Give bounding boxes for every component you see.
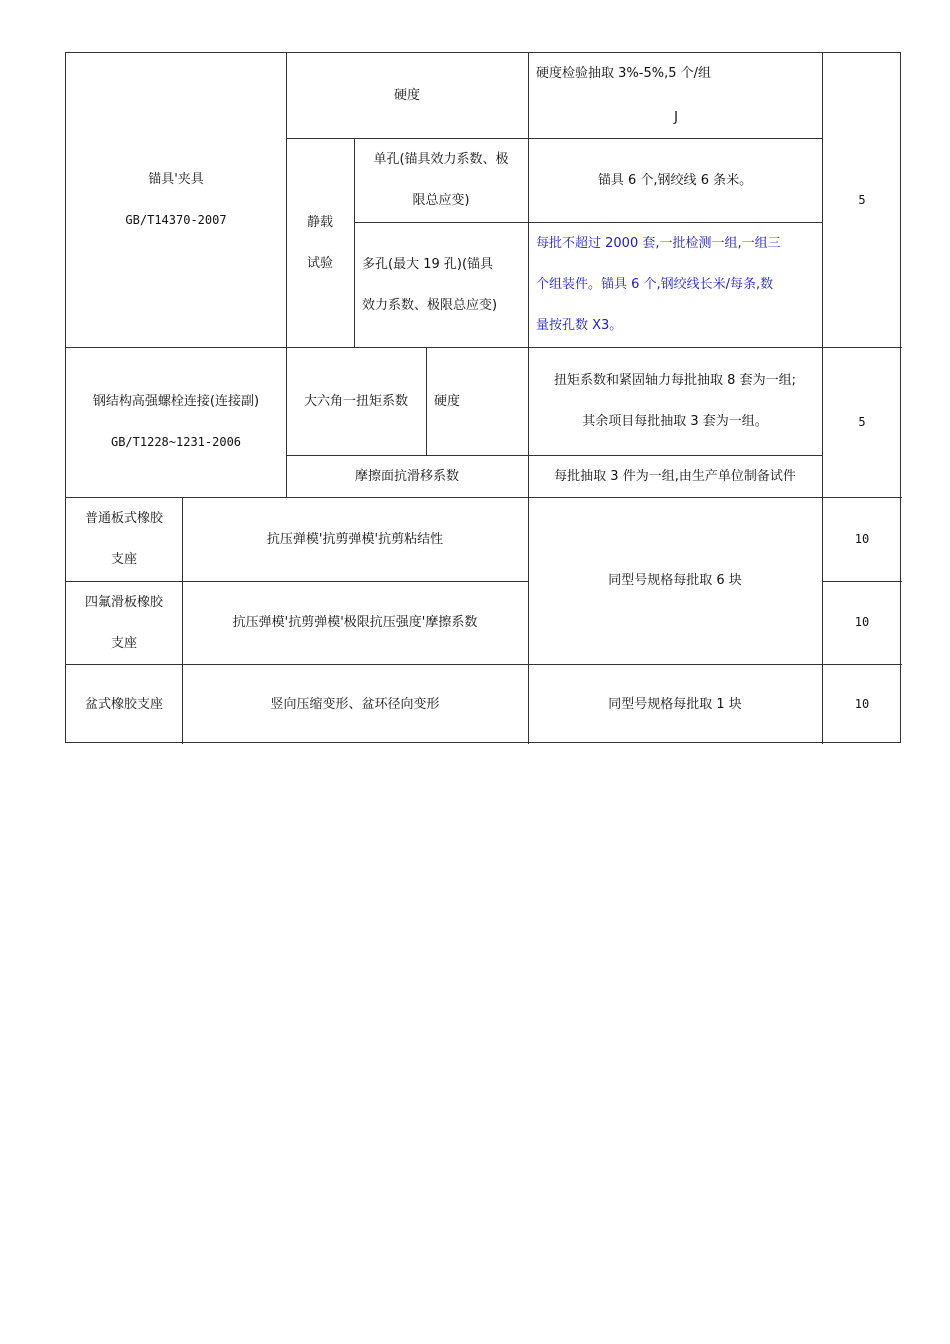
bolt-sampling-2: 其余项目每批抽取 3 套为一组。: [582, 414, 768, 429]
ptfe-bearing-days: 10: [854, 615, 870, 629]
anchor-multi-hole-sampling-1: 每批不超过 2000 套,一批检测一组,一组三: [536, 236, 781, 251]
anchor-hardness-cell: [286, 53, 528, 138]
anchor-single-hole-sampling-cell: [528, 138, 822, 222]
ptfe-bearing-name-cell: [66, 581, 182, 664]
bearing-sampling-cell: [528, 497, 822, 664]
anchor-multi-hole-1: 多孔(最大 19 孔)(锚具: [362, 256, 494, 272]
anchor-static-label-1: 静载: [306, 214, 333, 230]
bearing-sampling: 同型号规格每批取 6 块: [608, 573, 742, 588]
anchor-multi-hole-cell: [354, 222, 528, 347]
pot-bearing-days-cell: [822, 664, 902, 744]
pot-bearing-items: 竖向压缩变形、盆环径向变形: [270, 696, 440, 712]
bolt-friction-cell: [286, 455, 528, 497]
anchor-single-hole-1: 单孔(锚具效力系数、极: [373, 152, 509, 167]
plate-bearing-name-1: 普通板式橡胶: [84, 511, 163, 526]
ptfe-bearing-days-cell: [822, 581, 902, 664]
anchor-days-cell: [822, 53, 902, 347]
inspection-table: [65, 52, 901, 743]
anchor-single-hole-cell: [354, 138, 528, 222]
anchor-multi-hole-sampling-2: 个组装件。锚具 6 个,钢绞线长米/每条,数: [536, 277, 774, 292]
anchor-single-hole-2: 限总应变): [412, 193, 470, 208]
bolt-name: 钢结构高强螺栓连接(连接副): [92, 394, 260, 409]
anchor-hardness-label: 硬度: [393, 88, 420, 103]
anchor-static-cell: [286, 138, 354, 347]
anchor-standard: GB/T14370-2007: [125, 213, 227, 227]
bolt-sampling-1: 扭矩系数和紧固轴力每批抽取 8 套为一组;: [554, 373, 796, 388]
bolt-hardness-cell: [426, 347, 528, 455]
ptfe-bearing-items: 抗压弹模'抗剪弹模'极限抗压强度'摩擦系数: [232, 615, 478, 630]
pot-bearing-name: 盆式橡胶支座: [84, 696, 163, 712]
bolt-name-cell: [66, 347, 286, 497]
plate-bearing-days: 10: [854, 531, 870, 546]
pot-bearing-sampling: 同型号规格每批取 1 块: [608, 696, 742, 712]
bolt-friction-sampling-cell: [528, 455, 822, 497]
anchor-name: 锚具'夹具: [148, 172, 204, 187]
pot-bearing-items-cell: [182, 664, 528, 744]
anchor-multi-hole-2: 效力系数、极限总应变): [362, 297, 498, 313]
pot-bearing-days: 10: [854, 696, 870, 711]
anchor-days: 5: [858, 192, 866, 207]
plate-bearing-name-cell: [66, 497, 182, 581]
bolt-days: 5: [858, 414, 866, 429]
plate-bearing-days-cell: [822, 497, 902, 581]
ptfe-bearing-name-2: 支座: [110, 635, 137, 651]
bolt-sampling-cell: [528, 347, 822, 455]
anchor-hardness-sampling-cell: [528, 53, 822, 138]
anchor-single-hole-sampling: 锚具 6 个,钢绞线 6 条米。: [597, 172, 753, 188]
anchor-hardness-sampling-1: 硬度检验抽取 3%-5%,5 个/组: [536, 65, 711, 81]
anchor-multi-hole-sampling-3: 量按孔数 X3。: [536, 318, 623, 333]
anchor-name-cell: [66, 53, 286, 347]
plate-bearing-items-cell: [182, 497, 528, 581]
anchor-multi-hole-sampling-cell: [528, 222, 822, 347]
bolt-days-cell: [822, 347, 902, 497]
anchor-hardness-sampling-2: J: [674, 109, 678, 125]
ptfe-bearing-name-1: 四氟滑板橡胶: [84, 594, 163, 610]
bolt-standard: GB/T1228~1231-2006: [110, 435, 242, 449]
plate-bearing-name-2: 支座: [110, 552, 137, 567]
bolt-torque-label: 大六角一扭矩系数: [303, 393, 408, 409]
ptfe-bearing-items-cell: [182, 581, 528, 664]
bolt-friction-sampling: 每批抽取 3 件为一组,由生产单位制备试件: [554, 468, 796, 484]
bolt-torque-cell: [286, 347, 426, 455]
anchor-static-label-2: 试验: [306, 255, 333, 271]
plate-bearing-items: 抗压弹模'抗剪弹模'抗剪粘结性: [266, 531, 444, 547]
bolt-hardness-label: 硬度: [434, 393, 461, 409]
pot-bearing-name-cell: [66, 664, 182, 744]
pot-bearing-sampling-cell: [528, 664, 822, 744]
bolt-friction-label: 摩擦面抗滑移系数: [354, 468, 459, 484]
